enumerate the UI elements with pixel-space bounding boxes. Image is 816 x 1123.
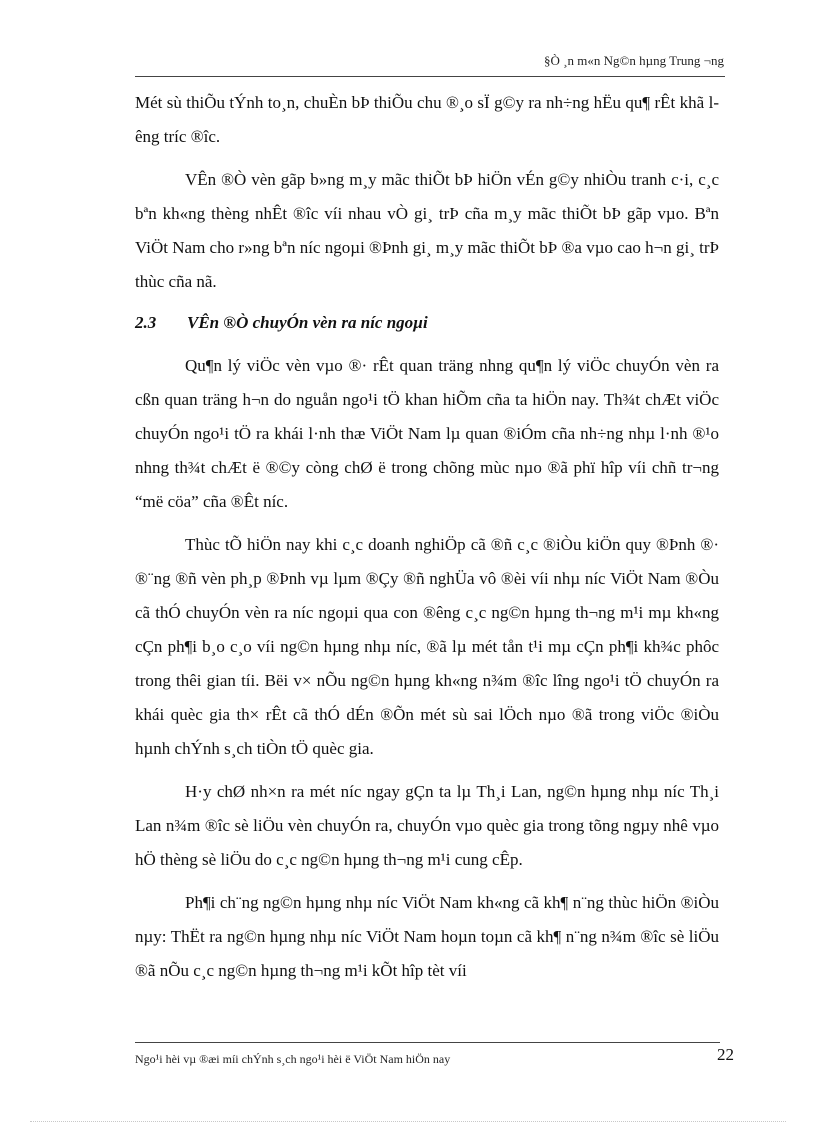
section-heading: [135, 306, 719, 340]
section-number: 2.3: [135, 313, 157, 332]
page-edge-dotted-line: [30, 1121, 786, 1122]
running-footer: Ngo¹i hèi vµ ®æi míi chÝnh s¸ch ngo¹i hèi ë ViÖt Nam hiÖn nay: [135, 1052, 451, 1066]
page-number: 22: [717, 1045, 734, 1064]
paragraph-1: Mét sù thiÕu tÝnh to¸n, chuÈn bÞ thiÕu chu ®¸o sÏ g©y ra nh÷ng hËu qu¶ rÊt khã lêng tríc ®îc.: [135, 93, 719, 146]
paragraph-6: Ph¶i ch¨ng ng©n hµng nhµ níc ViÖt Nam kh«ng cã kh¶ n¨ng thùc hiÖn ®iÒu nµy: ThËt ra ng©n hµng nhµ níc ViÖt Nam hoµn toµn cã kh¶ n¨ng n¾m ®îc sè liÖu ®ã nÕu c¸c ng©n hµng th¬ng m¹i kÕt hîp tèt víi: [135, 893, 719, 980]
page-body: [135, 86, 719, 988]
section-title: VÊn ®Ò chuyÓn vèn ra níc ngoµi: [187, 313, 428, 332]
running-header: §Ò ¸n m«n Ng©n hµng Trung ¬ng: [544, 53, 724, 68]
footer-divider: [135, 1042, 720, 1043]
paragraph-5: H·y chØ nh×n ra mét níc ngay gÇn ta lµ Th¸i Lan, ng©n hµng nhµ níc Th¸i Lan n¾m ®îc sè liÖu vèn chuyÓn ra, chuyÓn vµo quèc gia trong tõng ngµy nhê vµo hÖ thèng sè liÖu do c¸c ng©n hµng th¬ng m¹i cung cÊp.: [135, 782, 719, 869]
paragraph-4: Thùc tÕ hiÖn nay khi c¸c doanh nghiÖp cã ®ñ c¸c ®iÒu kiÖn quy ®Þnh ®· ®¨ng ®ñ vèn ph¸p ®Þnh vµ lµm ®Çy ®ñ nghÜa vô ®èi víi nhµ níc ViÖt Nam ®Òu cã thÓ chuyÓn vèn ra níc ngoµi qua con ®êng c¸c ng©n hµng th¬ng m¹i mµ kh«ng cÇn ph¶i b¸o c¸o víi ng©n hµng nhµ níc, ®ã lµ mét tån t¹i mµ cÇn ph¶i kh¾c phôc trong thêi gian tíi. Bëi v× nÕu ng©n hµng kh«ng n¾m ®îc lîng ngo¹i tÖ chuyÓn ra khái quèc gia th× rÊt cã thÓ dÉn ®Õn mét sù sai lÖch nµo ®ã trong viÖc ®iÒu hµnh chÝnh s¸ch tiÒn tÖ quèc gia.: [135, 535, 719, 758]
paragraph-3: Qu¶n lý viÖc vèn vµo ®· rÊt quan träng nhng qu¶n lý viÖc chuyÓn vèn ra cßn quan träng h¬n do nguån ngo¹i tÖ khan hiÕm cña ta hiÖn nay. Th¾t chÆt viÖc chuyÓn ngo¹i tÖ ra khái l·nh thæ ViÖt Nam lµ quan ®iÓm cña nh÷ng nhµ l·nh ®¹o nhng th¾t chÆt ë ®©y còng chØ ë trong chõng mùc nµo ®ã phï hîp víi chñ tr¬ng “më cöa” cña ®Êt níc.: [135, 356, 719, 511]
paragraph-2: VÊn ®Ò vèn gãp b»ng m¸y mãc thiÕt bÞ hiÖn vÉn g©y nhiÒu tranh c·i, c¸c bªn kh«ng thèng nhÊt ®îc víi nhau vÒ gi¸ trÞ cña m¸y mãc thiÕt bÞ gãp vµo. Bªn ViÖt Nam cho r»ng bªn níc ngoµi ®Þnh gi¸ m¸y mãc thiÕt bÞ ®a vµo cao h¬n gi¸ trÞ thùc cña nã.: [135, 170, 719, 291]
header-divider: [135, 76, 725, 77]
